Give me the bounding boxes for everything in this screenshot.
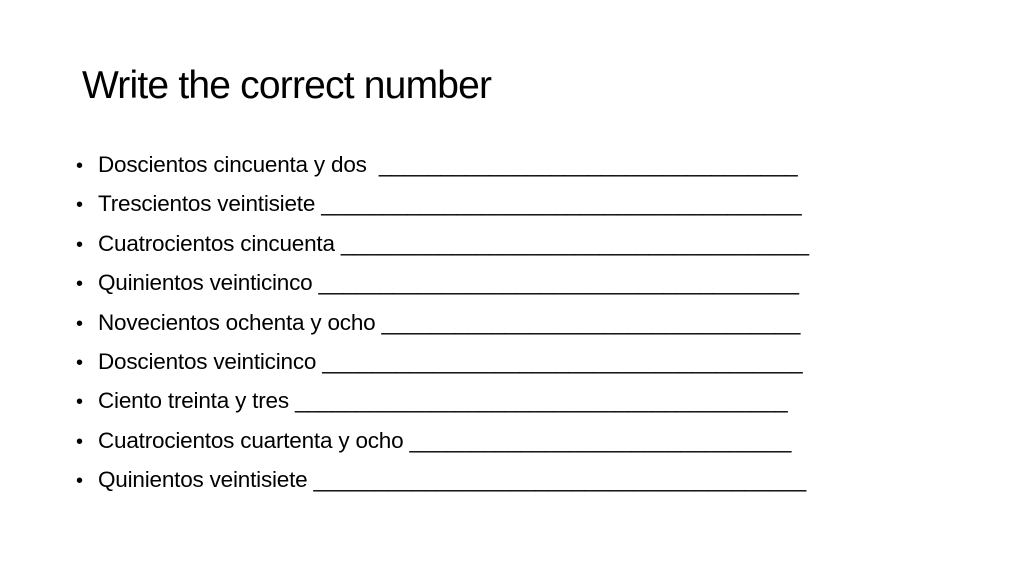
item-text: Cuatrocientos cincuenta [98, 230, 341, 256]
bullet-icon: • [76, 273, 83, 296]
list-item [76, 152, 809, 191]
item-text: Quinientos veintisiete [98, 467, 314, 493]
answer-blank: __________________________________ [381, 309, 801, 335]
item-text: Trescientos veintisiete [98, 191, 322, 217]
item-text: Doscientos veinticinco [98, 348, 323, 374]
list-item [76, 349, 809, 388]
answer-blank: _______________________________________ [321, 191, 802, 217]
bullet-list [76, 152, 809, 507]
answer-blank: ______________________________________ [340, 230, 809, 256]
bullet-icon: • [76, 351, 83, 374]
bullet-icon: • [76, 155, 83, 177]
answer-blank: _______________________________ [409, 427, 792, 453]
item-text: Quinientos veinticinco [98, 270, 319, 296]
bullet-icon: • [76, 194, 83, 217]
list-item [76, 270, 809, 309]
list-item [76, 428, 809, 467]
list-item [76, 467, 809, 506]
list-item [76, 388, 809, 427]
bullet-icon: • [76, 312, 83, 335]
answer-blank: ________________________________________ [294, 388, 788, 414]
item-text: Doscientos cincuenta y dos [98, 152, 379, 177]
answer-blank: _______________________________________ [322, 348, 803, 374]
list-item [76, 191, 809, 230]
slide-title: Write the correct number [82, 64, 492, 107]
bullet-icon: • [76, 233, 83, 256]
answer-blank: _______________________________________ [318, 270, 799, 296]
bullet-icon: • [76, 470, 83, 493]
answer-blank: ________________________________________ [313, 467, 807, 493]
item-text: Novecientos ochenta y ocho [98, 309, 382, 335]
item-text: Cuatrocientos cuartenta y ocho [98, 427, 410, 453]
answer-blank: __________________________________ [378, 152, 798, 177]
bullet-icon: • [76, 391, 83, 414]
list-item [76, 310, 809, 349]
item-text: Ciento treinta y tres [98, 388, 295, 414]
bullet-icon: • [76, 430, 83, 453]
list-item [76, 231, 809, 270]
